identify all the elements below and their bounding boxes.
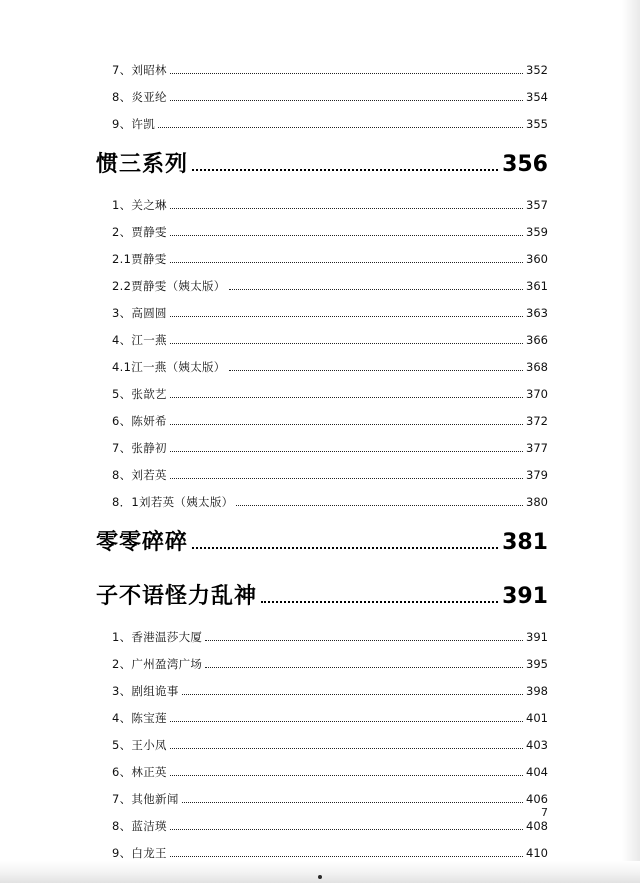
toc-leader-dots (170, 822, 523, 830)
toc-entry-label: 6、林正英 (112, 765, 167, 779)
toc-page-number: 355 (526, 117, 548, 131)
scan-artifact-dot (318, 875, 322, 879)
toc-page-number: 357 (526, 198, 548, 212)
toc-entry-label: 8、刘若英 (112, 468, 167, 482)
table-of-contents (96, 62, 548, 872)
toc-leader-dots (170, 714, 523, 722)
toc-page-number: 380 (526, 495, 548, 509)
toc-entry-label: 7、其他新闻 (112, 792, 179, 806)
toc-leader-dots (170, 849, 523, 857)
toc-leader-dots (170, 309, 523, 317)
toc-page-number: 370 (526, 387, 548, 401)
page-edge-shading-right (622, 0, 640, 883)
page-number: 7 (541, 806, 548, 819)
toc-leader-dots (170, 255, 523, 263)
toc-entry-row (96, 764, 548, 791)
toc-entry-row (96, 278, 548, 305)
toc-entry-row (96, 224, 548, 251)
section-spacer (96, 567, 548, 575)
toc-list (96, 62, 548, 872)
toc-entry-label: 1、关之琳 (112, 198, 167, 212)
toc-leader-dots (229, 282, 523, 290)
toc-page-number: 408 (526, 819, 548, 833)
toc-entry-row (96, 737, 548, 764)
toc-entry-row (96, 89, 548, 116)
toc-page-number: 363 (526, 306, 548, 320)
toc-leader-dots (229, 363, 523, 371)
toc-entry-label: 6、陈妍希 (112, 414, 167, 428)
toc-entry-row (96, 494, 548, 521)
toc-leader-dots (170, 768, 523, 776)
toc-entry-label: 3、高圆圆 (112, 306, 167, 320)
toc-entry-row (96, 332, 548, 359)
toc-leader-dots (170, 228, 523, 236)
toc-entry-row (96, 116, 548, 143)
toc-entry-row (96, 413, 548, 440)
toc-page-number: 361 (526, 279, 548, 293)
toc-leader-dots (236, 498, 523, 506)
toc-entry-row (96, 251, 548, 278)
toc-entry-row (96, 386, 548, 413)
toc-page-number: 359 (526, 225, 548, 239)
toc-entry-row (96, 197, 548, 224)
toc-page-number: 410 (526, 846, 548, 860)
toc-leader-dots (170, 66, 523, 74)
toc-entry-row (96, 818, 548, 845)
toc-entry-label: 7、刘昭林 (112, 63, 167, 77)
toc-page-number: 379 (526, 468, 548, 482)
toc-chapter-label: 子不语怪力乱神 (96, 584, 258, 609)
toc-chapter-row (96, 147, 548, 189)
page-edge-shading-bottom (0, 861, 640, 883)
toc-leader-dots (192, 537, 498, 549)
toc-leader-dots (158, 120, 523, 128)
toc-page-number: 360 (526, 252, 548, 266)
toc-page-number: 356 (502, 152, 548, 177)
toc-entry-label: 9、白龙王 (112, 846, 167, 860)
toc-leader-dots (170, 93, 523, 101)
toc-entry-row (96, 683, 548, 710)
toc-leader-dots (170, 201, 523, 209)
section-spacer (96, 189, 548, 197)
toc-page-number: 381 (502, 530, 548, 555)
toc-leader-dots (205, 660, 523, 668)
toc-entry-label: 2、贾静雯 (112, 225, 167, 239)
toc-page-number: 352 (526, 63, 548, 77)
toc-entry-row (96, 440, 548, 467)
toc-entry-label: 2.2贾静雯（姨太版） (112, 279, 226, 293)
toc-entry-label: 2、广州盈湾广场 (112, 657, 203, 671)
toc-entry-row (96, 467, 548, 494)
toc-leader-dots (170, 336, 523, 344)
toc-page-number: 372 (526, 414, 548, 428)
toc-entry-label: 4.1江一燕（姨太版） (112, 360, 226, 374)
toc-entry-label: 3、剧组诡事 (112, 684, 179, 698)
toc-entry-row (96, 710, 548, 737)
toc-entry-label: 8、蓝洁瑛 (112, 819, 167, 833)
toc-entry-row (96, 62, 548, 89)
toc-entry-row (96, 656, 548, 683)
toc-entry-label: 4、陈宝莲 (112, 711, 167, 725)
toc-entry-row (96, 305, 548, 332)
toc-entry-label: 4、江一燕 (112, 333, 167, 347)
toc-page-number: 391 (526, 630, 548, 644)
toc-page-number: 395 (526, 657, 548, 671)
toc-leader-dots (261, 591, 498, 603)
toc-entry-label: 5、张歆艺 (112, 387, 167, 401)
toc-page-number: 401 (526, 711, 548, 725)
toc-page-number: 377 (526, 441, 548, 455)
toc-chapter-label: 惯三系列 (96, 152, 189, 177)
toc-entry-label: 8．1刘若英（姨太版） (112, 495, 234, 509)
toc-page-number: 354 (526, 90, 548, 104)
toc-leader-dots (182, 795, 523, 803)
toc-page-number: 406 (526, 792, 548, 806)
toc-entry-label: 8、炎亚纶 (112, 90, 167, 104)
toc-entry-row (96, 629, 548, 656)
toc-entry-label: 9、许凯 (112, 117, 156, 131)
toc-page-number: 398 (526, 684, 548, 698)
toc-leader-dots (170, 390, 523, 398)
toc-leader-dots (170, 471, 523, 479)
toc-entry-label: 2.1贾静雯 (112, 252, 167, 266)
toc-entry-label: 7、张静初 (112, 441, 167, 455)
toc-leader-dots (170, 417, 523, 425)
toc-leader-dots (192, 159, 498, 171)
toc-chapter-label: 零零碎碎 (96, 530, 189, 555)
toc-leader-dots (205, 633, 523, 641)
toc-page-number: 366 (526, 333, 548, 347)
toc-chapter-row (96, 525, 548, 567)
toc-page-number: 391 (502, 584, 548, 609)
toc-page-number: 404 (526, 765, 548, 779)
toc-leader-dots (170, 741, 523, 749)
toc-leader-dots (182, 687, 523, 695)
toc-chapter-row (96, 579, 548, 621)
toc-entry-label: 1、香港温莎大厦 (112, 630, 203, 644)
toc-leader-dots (170, 444, 523, 452)
toc-entry-row (96, 359, 548, 386)
section-spacer (96, 621, 548, 629)
toc-page-number: 368 (526, 360, 548, 374)
toc-page-number: 403 (526, 738, 548, 752)
toc-entry-label: 5、王小凤 (112, 738, 167, 752)
